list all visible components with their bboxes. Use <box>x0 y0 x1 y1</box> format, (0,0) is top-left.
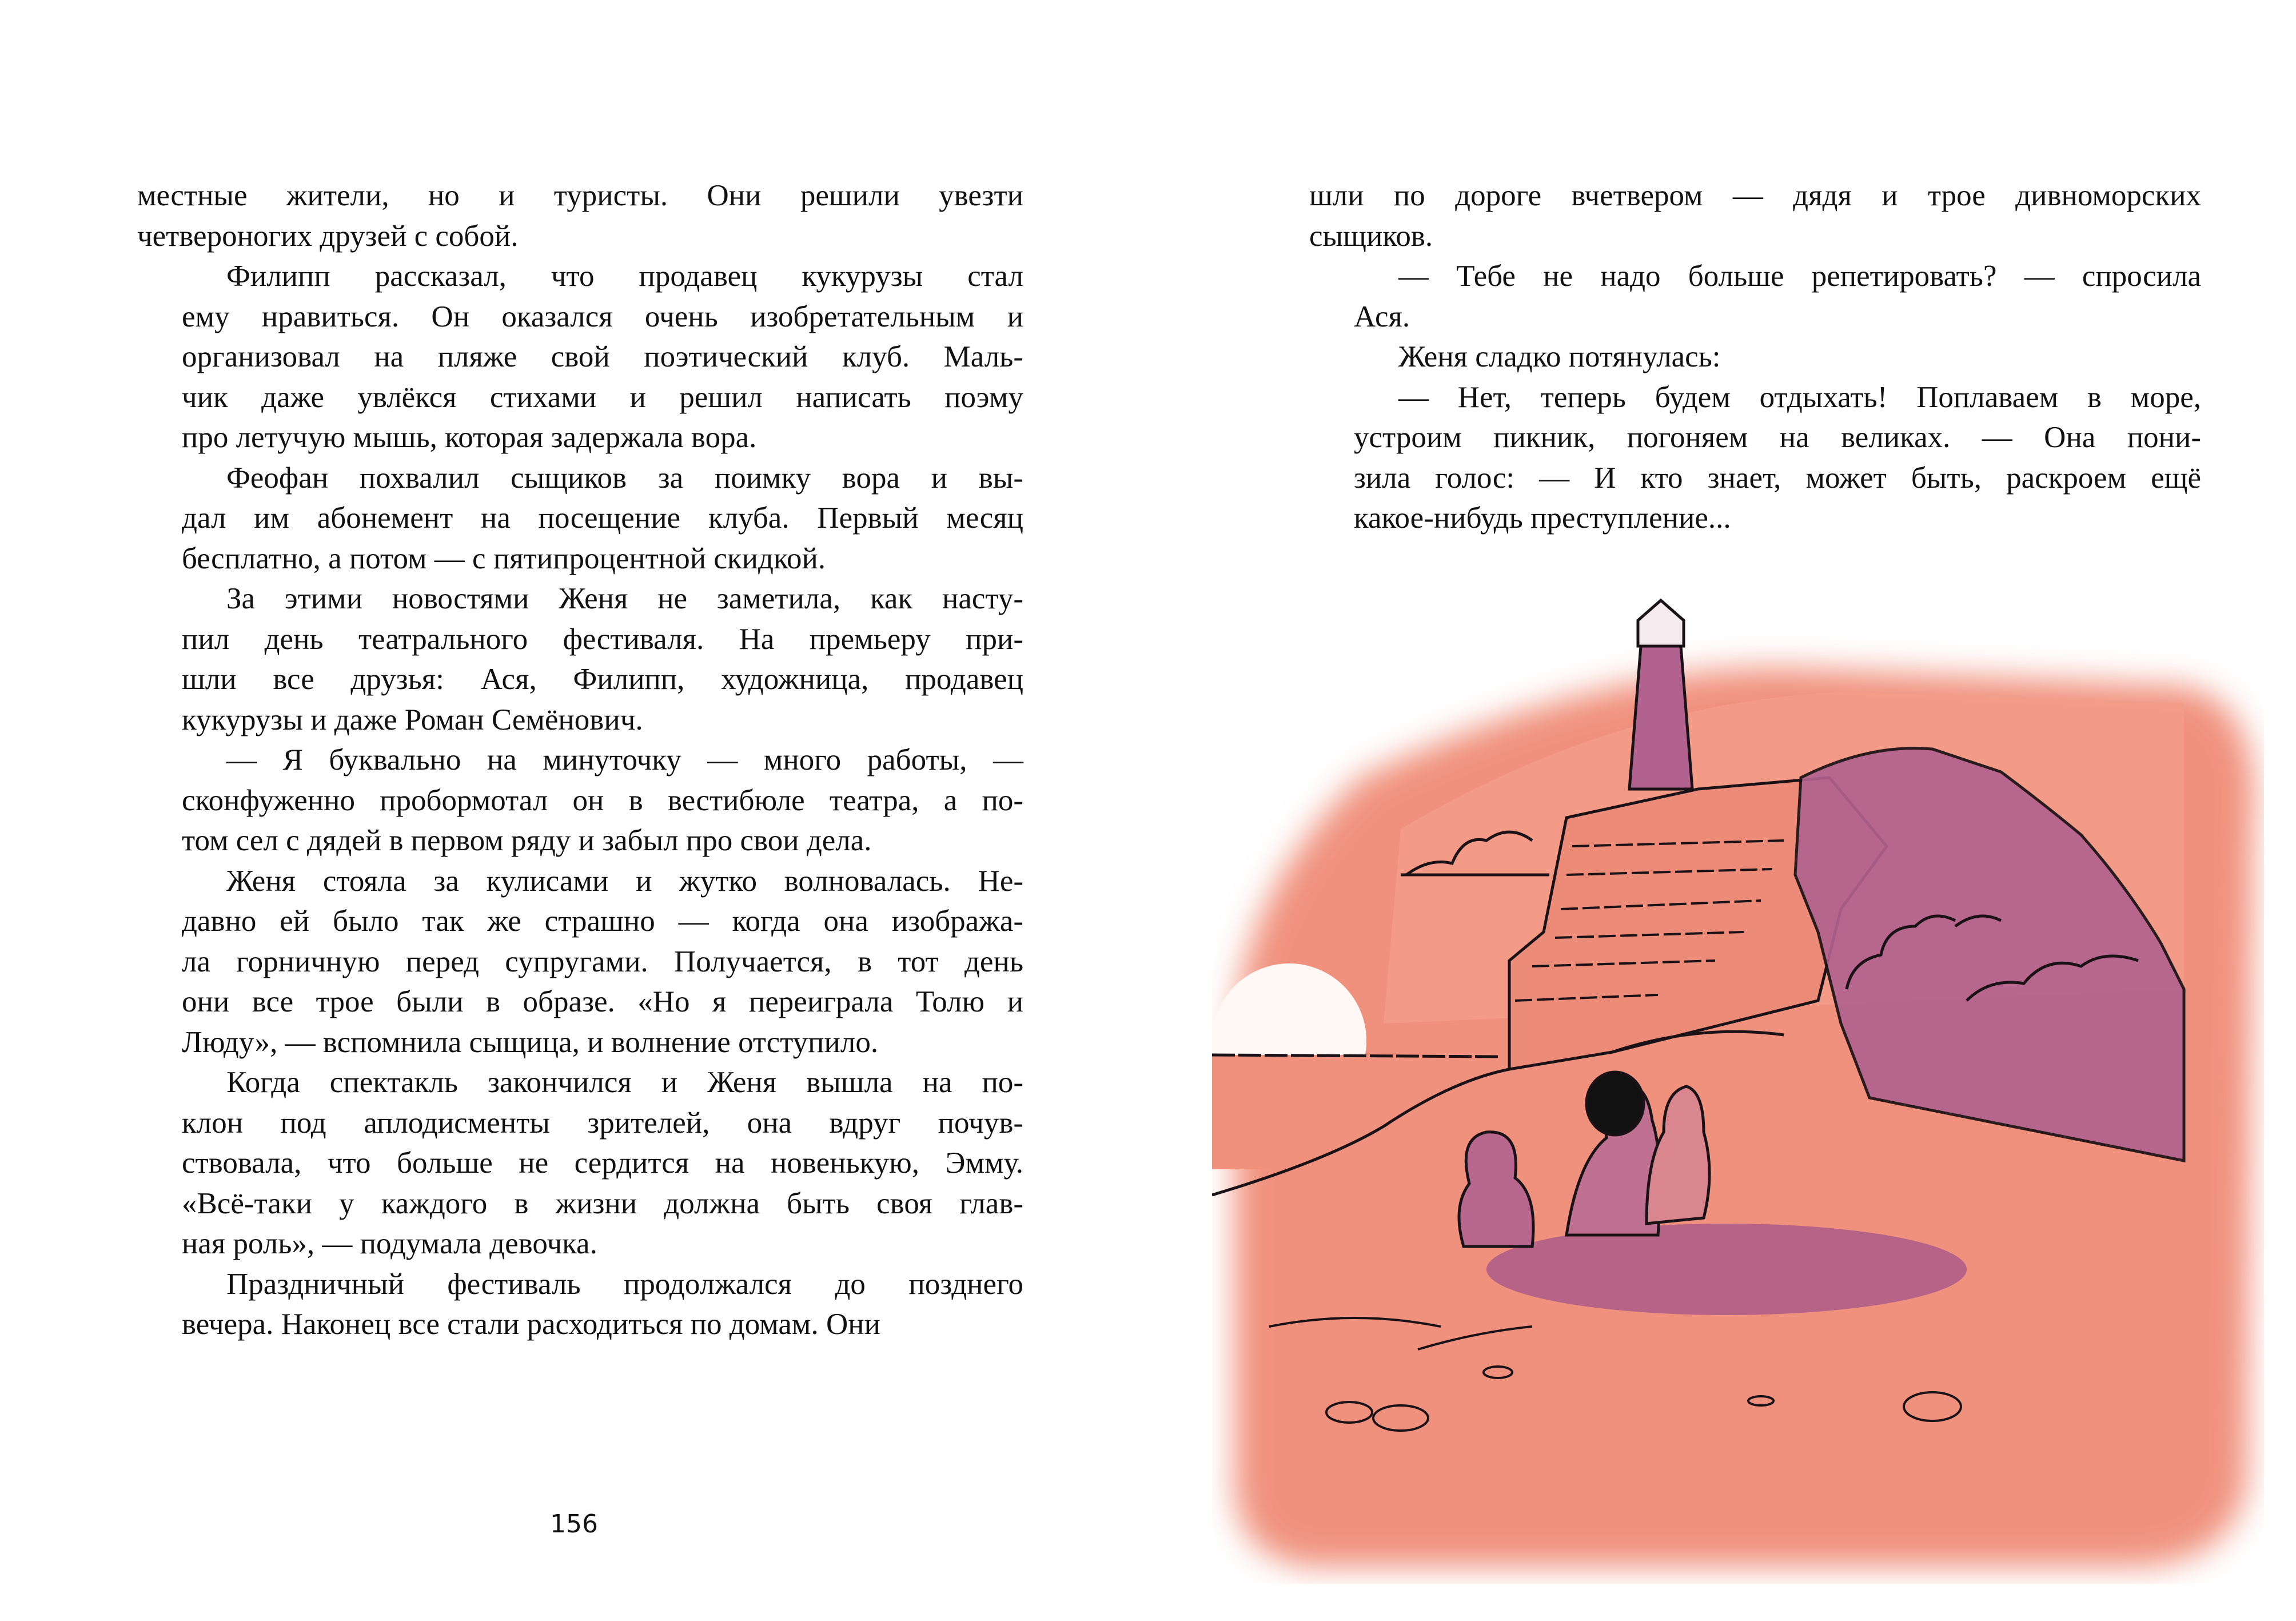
text-line: кукурузы и даже Роман Семёнович. <box>182 703 643 736</box>
text-line: местные жители, но и туристы. Они решили увезти <box>137 179 1023 212</box>
paragraph <box>1309 176 2201 256</box>
text-line: — Я буквально на минуточку — много работы, — <box>226 743 1023 776</box>
illustration-svg <box>1212 589 2264 1584</box>
text-line: про летучую мышь, которая задержала вора. <box>182 421 757 454</box>
text-line: они все трое были в образе. «Но я переиграла Толю и <box>182 985 1023 1018</box>
text-line: организовал на пляже свой поэтический клуб. Маль- <box>182 340 1023 373</box>
text-line: Ася. <box>1354 300 1410 333</box>
paragraph <box>137 1062 1023 1264</box>
left-text-column <box>137 176 1023 1345</box>
paragraph <box>1309 337 2201 377</box>
paragraph <box>1309 256 2201 337</box>
text-line: бесплатно, а потом — с пятипроцентной скидкой. <box>182 541 826 575</box>
paragraph <box>137 740 1023 861</box>
text-line: За этими новостями Женя не заметила, как насту- <box>226 582 1023 615</box>
page-number: 156 <box>550 1510 598 1539</box>
text-line: чик даже увлёкся стихами и решил написать поэму <box>182 380 1023 414</box>
text-line: — Нет, теперь будем отдыхать! Поплаваем в море, <box>1398 380 2201 414</box>
text-line: какое-нибудь преступление... <box>1354 501 1731 535</box>
text-line: давно ей было так же страшно — когда она изобража- <box>182 905 1023 938</box>
text-line: том сел с дядей в первом ряду и забыл про свои дела. <box>182 824 872 857</box>
text-line: устроим пикник, погоняем на великах. — Она пони- <box>1354 421 2201 454</box>
text-line: «Всё-таки у каждого в жизни должна быть своя глав- <box>182 1186 1023 1220</box>
text-line: ла горничную перед супругами. Получается, в тот день <box>182 945 1023 978</box>
text-line: — Тебе не надо больше репетировать? — спросила <box>1398 260 2201 293</box>
paragraph <box>1309 377 2201 539</box>
text-line: сконфуженно пробормотал он в вестибюле театра, а по- <box>182 783 1023 817</box>
text-line: вечера. Наконец все стали расходиться по домам. Они <box>182 1308 880 1341</box>
right-text-column <box>1309 176 2201 539</box>
paragraph <box>137 176 1023 256</box>
text-line: шли все друзья: Ася, Филипп, художница, продавец <box>182 663 1023 696</box>
paragraph <box>137 1264 1023 1345</box>
text-line: Феофан похвалил сыщиков за поимку вора и вы- <box>226 461 1023 495</box>
text-line: Люду», — вспомнила сыщица, и волнение отступило. <box>182 1025 879 1059</box>
text-line: зила голос: — И кто знает, может быть, раскроем ещё <box>1354 461 2201 495</box>
paragraph <box>137 579 1023 740</box>
text-line: Праздничный фестиваль продолжался до позднего <box>226 1267 1023 1301</box>
text-line: шли по дороге вчетвером — дядя и трое дивноморских <box>1309 179 2201 212</box>
text-line: Филипп рассказал, что продавец кукурузы стал <box>226 260 1023 293</box>
paragraph <box>137 861 1023 1063</box>
lighthouse <box>1629 646 1692 789</box>
text-line: ему нравиться. Он оказался очень изобретательным и <box>182 300 1023 333</box>
paragraph <box>137 458 1023 579</box>
text-line: четвероногих друзей с собой. <box>137 219 519 253</box>
paragraph <box>137 256 1023 458</box>
text-line: ствовала, что больше не сердится на новенькую, Эмму. <box>182 1146 1023 1180</box>
text-line: ная роль», — подумала девочка. <box>182 1227 597 1260</box>
text-line: пил день театрального фестиваля. На премьеру при- <box>182 622 1023 656</box>
text-line: дал им абонемент на посещение клуба. Первый месяц <box>182 501 1023 535</box>
text-line: Женя сладко потянулась: <box>1398 340 1721 373</box>
text-line: сыщиков. <box>1309 219 1433 253</box>
sunset-beach-illustration <box>1212 589 2264 1584</box>
shadow <box>1486 1224 1967 1315</box>
text-line: клон под аплодисменты зрителей, она вдруг почув- <box>182 1106 1023 1140</box>
text-line: Женя стояла за кулисами и жутко волновалась. Не- <box>226 864 1023 898</box>
text-line: Когда спектакль закончился и Женя вышла на по- <box>226 1066 1023 1099</box>
